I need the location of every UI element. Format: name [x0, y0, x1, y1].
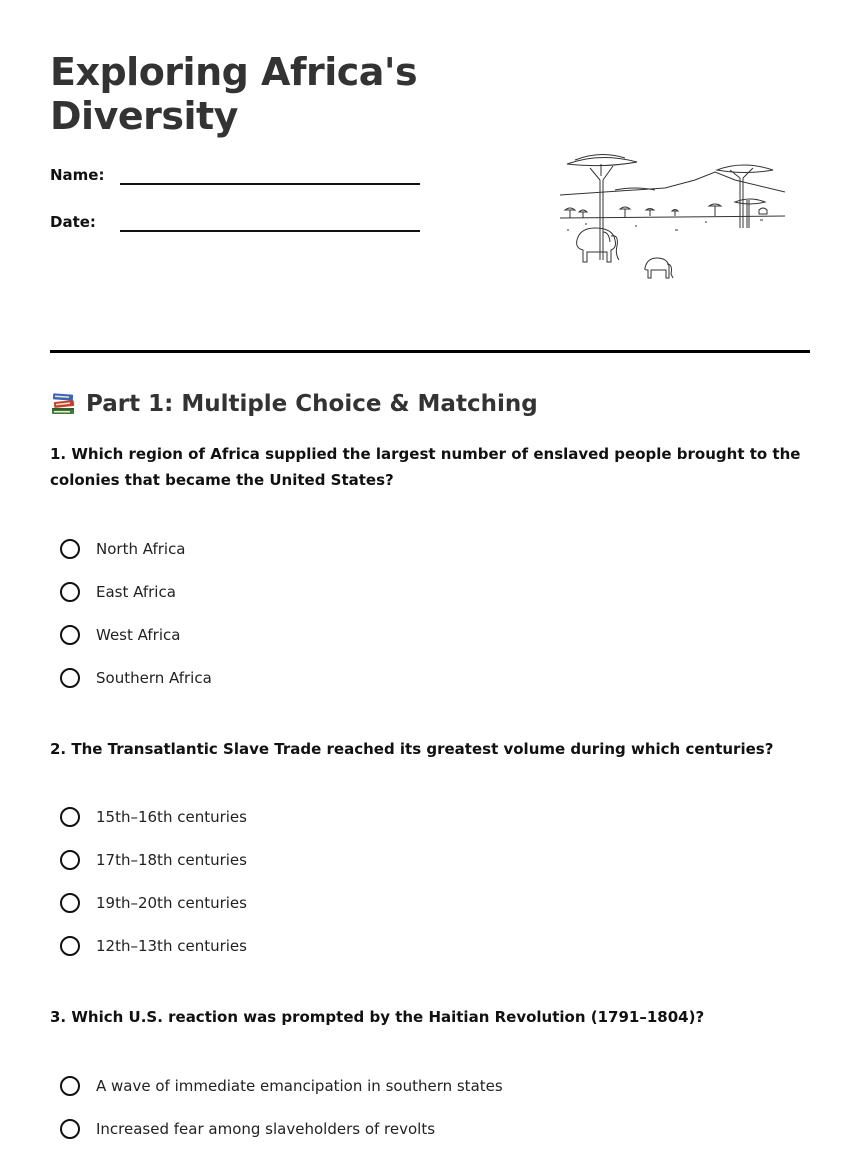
radio-button[interactable] — [60, 850, 80, 870]
radio-button[interactable] — [60, 582, 80, 602]
radio-button[interactable] — [60, 625, 80, 645]
question-1-options — [60, 527, 760, 699]
question-3-option-2[interactable] — [60, 1107, 760, 1150]
radio-button[interactable] — [60, 1076, 80, 1096]
question-1-option-3[interactable] — [60, 613, 760, 656]
question-2-option-3[interactable] — [60, 881, 760, 924]
name-field[interactable] — [50, 162, 420, 186]
option-label: 12th–13th centuries — [96, 936, 247, 955]
option-label: 19th–20th centuries — [96, 893, 247, 912]
books-icon — [50, 391, 76, 417]
page-title: Exploring Africa's Diversity — [50, 50, 418, 138]
option-label: North Africa — [96, 539, 186, 558]
option-label: 17th–18th centuries — [96, 850, 247, 869]
question-1-option-1[interactable] — [60, 527, 760, 570]
question-2: 2. The Transatlantic Slave Trade reached its greatest volume during which centuries? — [50, 740, 774, 758]
date-underline[interactable] — [120, 230, 420, 232]
option-label: A wave of immediate emancipation in southern states — [96, 1076, 503, 1095]
question-1-option-4[interactable] — [60, 656, 760, 699]
radio-button[interactable] — [60, 539, 80, 559]
question-2-option-2[interactable] — [60, 838, 760, 881]
section-heading — [50, 388, 538, 420]
question-2-option-1[interactable] — [60, 795, 760, 838]
radio-button[interactable] — [60, 668, 80, 688]
date-label: Date: — [50, 213, 96, 231]
option-label: West Africa — [96, 625, 181, 644]
name-label: Name: — [50, 166, 105, 184]
radio-button[interactable] — [60, 936, 80, 956]
question-2-options — [60, 795, 760, 967]
option-label: Southern Africa — [96, 668, 212, 687]
section-heading-text: Part 1: Multiple Choice & Matching — [86, 391, 538, 417]
section-divider — [50, 350, 810, 353]
question-1: 1. Which region of Africa supplied the largest number of enslaved people brought to the colonies that became the United States? — [50, 445, 801, 489]
name-underline[interactable] — [120, 183, 420, 185]
radio-button[interactable] — [60, 807, 80, 827]
radio-button[interactable] — [60, 1119, 80, 1139]
option-label: Increased fear among slaveholders of revolts — [96, 1119, 436, 1138]
question-3-option-1[interactable] — [60, 1064, 760, 1107]
savanna-elephants-illustration — [555, 150, 790, 285]
question-3-options — [60, 1064, 760, 1150]
option-label: East Africa — [96, 582, 176, 601]
date-field[interactable] — [50, 209, 420, 233]
question-3: 3. Which U.S. reaction was prompted by the Haitian Revolution (1791–1804)? — [50, 1008, 705, 1026]
question-2-option-4[interactable] — [60, 924, 760, 967]
option-label: 15th–16th centuries — [96, 807, 247, 826]
question-1-option-2[interactable] — [60, 570, 760, 613]
radio-button[interactable] — [60, 893, 80, 913]
